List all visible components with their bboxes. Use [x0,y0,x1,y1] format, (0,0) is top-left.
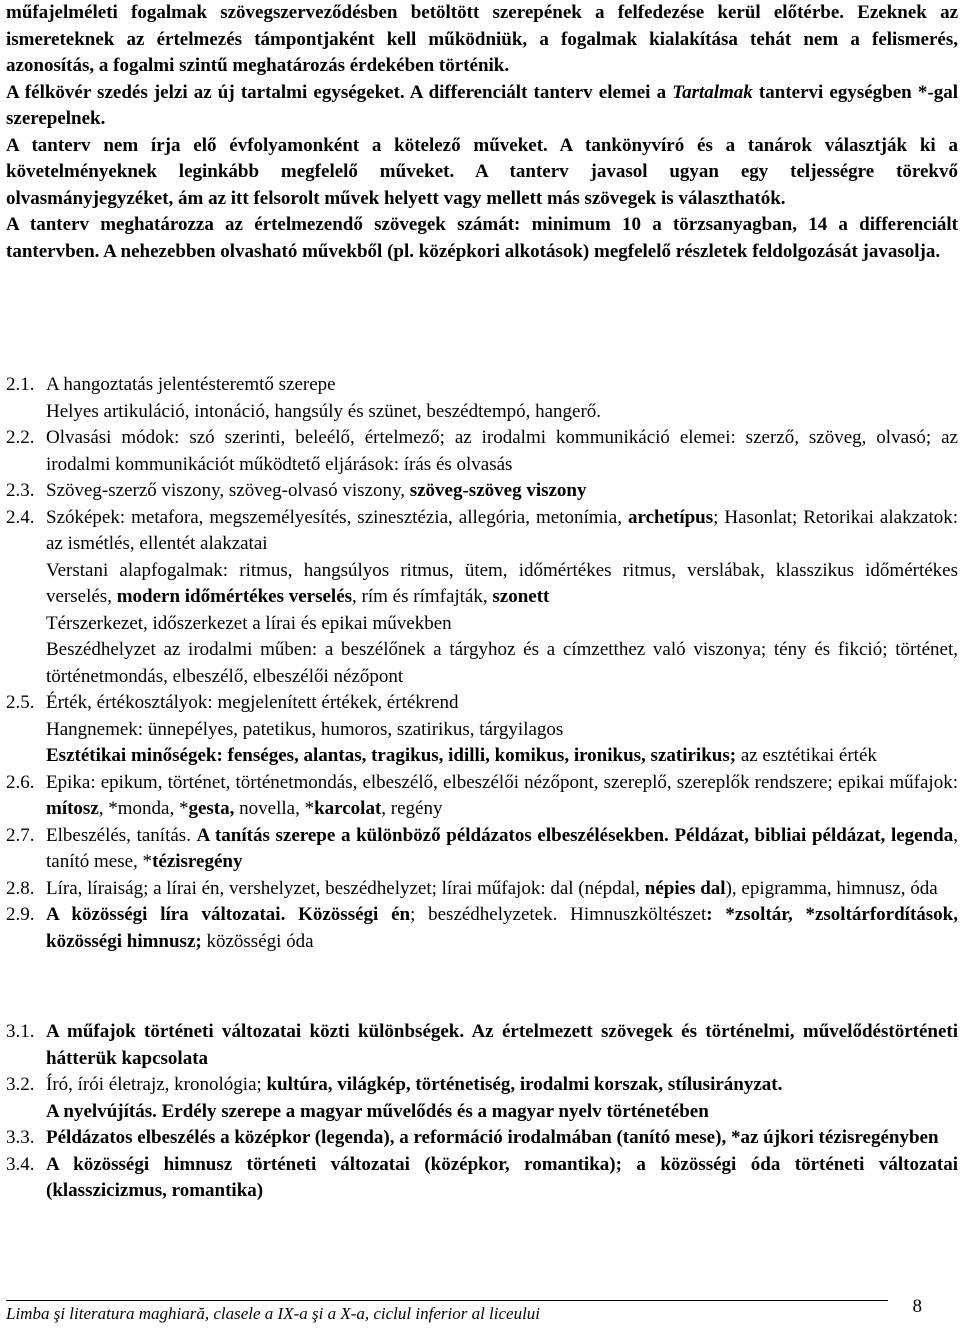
text-run: modern időmértékes verselés [116,586,353,607]
item-body [46,372,958,425]
text-run: A tanítás szerepe a különböző példázatos elbeszélésekben. Példázat, bibliai példázat, legenda [196,824,954,846]
item-line [46,902,958,955]
text-run: , regény [381,798,443,819]
text-run: A műfajok történeti változatai közti különbségek. Az értelmezett szövegek és történelmi, művelődéstörténeti hátterük kapcsolata [46,1021,958,1069]
item-body [46,1125,958,1152]
text-run: Szóképek: metafora, megszemélyesítés, szinesztézia, allegória, metonímia, [46,506,628,528]
text-run: A közösségi himnusz történeti változatai (középkor, romantika); a közösségi óda történeti változatai (klasszicizmus, romantika) [46,1153,958,1201]
item-line [46,1152,958,1205]
footer-divider [6,1300,888,1301]
item-body [46,770,958,823]
item-body [46,1019,958,1072]
text-run: Beszédhelyzet az irodalmi műben: a beszélőnek a tárgyhoz és a címzetthez való viszonya; tény és fikció; történet, történetmondás, elbeszélő, elbeszélői nézőpont [46,639,958,687]
text-run: kultúra, világkép, történetiség, irodalmi korszak, stílusirányzat. [266,1074,783,1095]
list-item [6,770,958,823]
intro-text [6,0,958,265]
text-run: ), epigramma, himnusz, óda [725,877,938,899]
text-run: ; Hasonlat; Retorikai alakzatok: az ismétlés, ellentét alakzatai [46,506,958,554]
list-item [6,1125,958,1152]
item-number: 2.3. [6,480,35,501]
text-run: Verstani alapfogalmak: ritmus, hangsúlyos ritmus, ütem, időmértékes ritmus, verslábak, klasszikus időmértékes verselés, [46,559,958,607]
list-item [6,478,958,505]
item-line [46,1019,958,1072]
text-run: Példázatos elbeszélés a középkor (legenda), a reformáció irodalmában (tanító mese), *az újkori tézisregényben [46,1127,939,1148]
text-run: archetípus [627,506,714,528]
text-run: ; beszédhelyzetek. Himnuszköltészet [410,904,707,925]
list-item [6,1072,958,1125]
item-line [46,1072,958,1099]
list-item [6,1019,958,1072]
list-item [6,372,958,425]
item-number: 2.1. [6,374,35,395]
text-run: karcolat [314,798,382,819]
item-line [46,1099,958,1126]
text-run: , *monda, * [98,798,189,819]
text-run: Elbeszélés, tanítás. [46,824,197,846]
list-item [6,1152,958,1205]
intro-paragraph-2: A félkövér szedés jelzi az új tartalmi egységeket. A differenciált tanterv elemei a Tartalmak tantervi egységben *-gal szerepelnek. [6,81,958,129]
text-run: mítosz [46,798,99,819]
item-line [46,823,958,876]
text-run: Olvasási módok: szó szerinti, beleélő, értelmező; az irodalmi kommunikáció elemei: szerző, szöveg, olvasó; az irodalmi kommunikációt működtető eljárások: írás és olvasás [46,427,958,475]
item-number: 3.2. [6,1074,35,1095]
text-run: Helyes artikuláció, intonáció, hangsúly és szünet, beszédtempó, hangerő. [46,400,602,422]
item-line [46,637,958,690]
item-body [46,1072,958,1125]
text-run: A hangoztatás jelentésteremtő szerepe [46,374,336,395]
item-line [46,1125,958,1152]
item-body [46,425,958,478]
item-body [46,690,958,770]
text-run: népies dal [644,877,726,899]
text-run: gesta, [188,798,235,819]
text-run: Író, írói életrajz, kronológia; [46,1074,267,1095]
list-item [6,823,958,876]
item-line [46,690,958,717]
text-run: Szöveg-szerző viszony, szöveg-olvasó viszony, [46,480,410,501]
footer-text: Limba şi literatura maghiară, clasele a IX-a şi a X-a, ciclul inferior al liceului [6,1304,541,1323]
item-number: 2.6. [6,771,35,793]
text-run: Hangnemek: ünnepélyes, patetikus, humoros, szatirikus, tárgyilagos [46,718,564,740]
item-number: 3.4. [6,1153,35,1175]
item-number: 2.5. [6,692,35,713]
item-body [46,823,958,876]
item-line [46,372,958,399]
item-number: 2.9. [6,904,35,925]
text-run: tézisregény [152,851,243,872]
item-body [46,902,958,955]
text-run: az esztétikai érték [736,745,877,766]
item-line [46,425,958,478]
item-line [46,717,958,744]
text-run: Esztétikai minőségek: fenséges, alantas, tragikus, idilli, komikus, ironikus, szatirikus; [46,745,737,766]
item-line [46,478,958,505]
item-number: 3.3. [6,1127,35,1148]
list-item [6,876,958,903]
list-item [6,902,958,955]
list-item [6,425,958,478]
item-number: 2.7. [6,824,35,846]
intro-paragraph-4: A tanterv meghatározza az értelmezendő szövegek számát: minimum 10 a törzsanyagban, 14 a differenciált tantervben. A nehezebben olvasható művekből (pl. középkori alkotások) megfelelő részletek feldolgozását javasolja. [6,214,958,262]
text-run: , rím és rímfajták, [352,586,493,607]
text-run: : *zsoltár, *zsoltárfordítások, közösségi himnusz; [46,904,958,952]
item-number: 2.4. [6,506,35,528]
text-run: szöveg-szöveg viszony [409,480,587,501]
intro-paragraph-3: A tanterv nem írja elő évfolyamonként a kötelező műveket. A tankönyvíró és a tanárok választják ki a követelményeknek leginkább megfelelő műveket. A tanterv javasol ugyan egy teljességre törekvő olvasmányjegyzéket, ám az itt felsorolt művek helyett vagy mellett más szövegek is választhatók. [6,134,958,209]
text-run: Líra, líraiság; a lírai én, vershelyzet, beszédhelyzet; lírai műfajok: dal (népdal, [46,877,645,899]
item-line [46,743,958,770]
item-number: 2.2. [6,427,35,448]
text-run: Epika: epikum, történet, történetmondás, elbeszélő, elbeszélői nézőpont, szereplő, szereplők rendszere; epikai műfajok: [46,771,958,793]
item-line [46,505,958,558]
item-number: 2.8. [6,877,35,899]
item-line [46,876,958,903]
list-item [6,505,958,691]
item-line [46,399,958,426]
text-run: Érték, értékosztályok: megjelenített értékek, értékrend [46,692,459,713]
content-list-section-3 [6,1019,958,1205]
text-run: szonett [492,586,550,607]
item-body [46,1152,958,1205]
item-line [46,558,958,611]
text-run: , tanító mese, * [46,824,958,872]
page-number: 8 [912,1296,922,1317]
item-line [46,611,958,638]
item-body [46,478,958,505]
content-list-section-2 [6,372,958,955]
text-run: novella, * [234,798,315,819]
text-run: A nyelvújítás. Erdély szerepe a magyar művelődés és a magyar nyelv történetében [46,1100,709,1122]
intro-paragraph-1: műfajelméleti fogalmak szövegszerveződésben betöltött szerepének a felfedezése kerül előtérbe. Ezeknek az ismereteknek az értelmezés támpontjaként kell működniük, a fogalmak kialakítása tehát nem a felismerés, azonosítás, a fogalmi szintű meghatározás érdekében történik. [6,2,958,76]
item-line [46,770,958,823]
text-run: közösségi óda [201,930,314,952]
item-body [46,876,958,903]
item-body [46,505,958,691]
text-run: A közösségi líra változatai. Közösségi én [46,904,411,925]
list-item [6,690,958,770]
text-run: Térszerkezet, időszerkezet a lírai és epikai művekben [46,612,452,634]
item-number: 3.1. [6,1021,35,1042]
